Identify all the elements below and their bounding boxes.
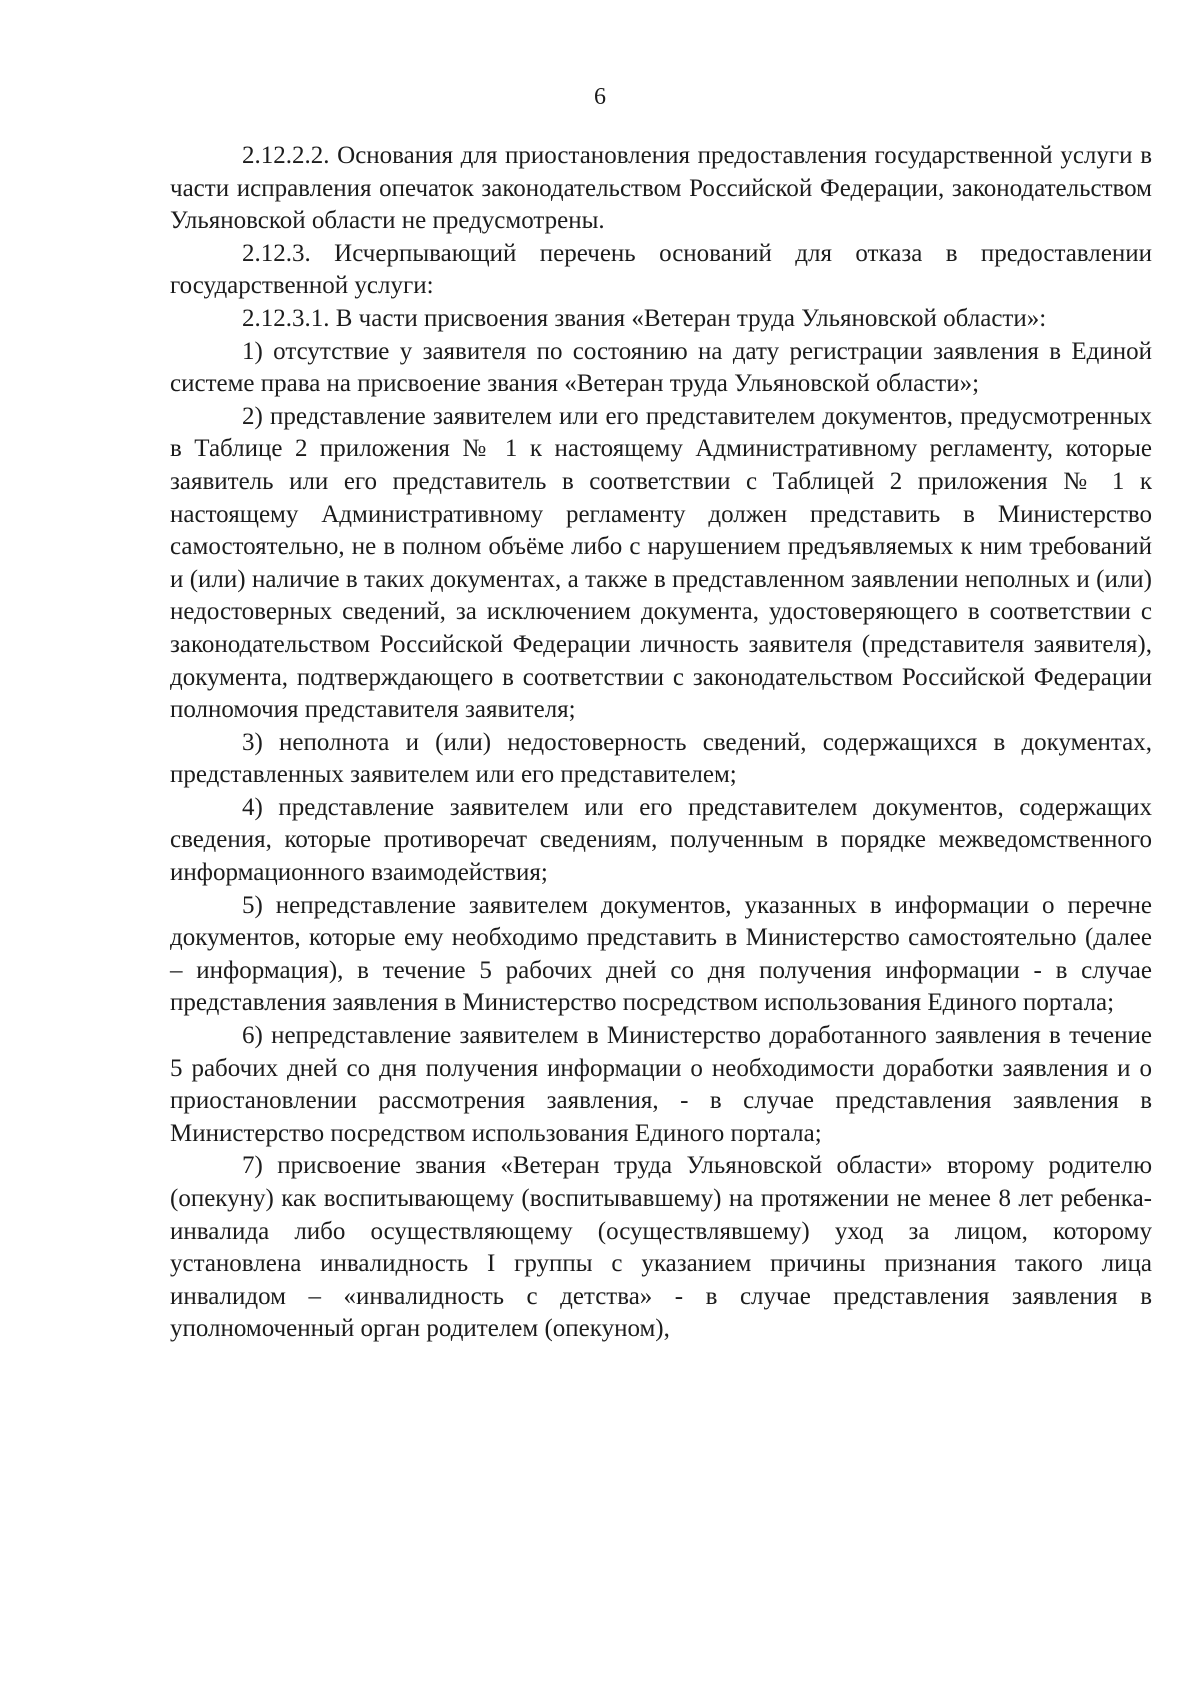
page-number: 6 xyxy=(594,84,606,110)
list-item-6: 6) непредставление заявителем в Министерство доработанного заявления в течение 5 рабочих дней со дня получения информации о необходимости доработки заявления и о приостановлении рассмотрения заявления, - в случае представления заявления в Министерство посредством использования Единого портала; xyxy=(170,1022,1152,1147)
list-item-2: 2) представление заявителем или его представителем документов, предусмотренных в Таблице 2 приложения № 1 к настоящему Административному регламенту, которые заявитель или его представитель в соответствии с Таблицей 2 приложения № 1 к настоящему Административному регламенту должен представить в Министерство самостоятельно, не в полном объёме либо с нарушением предъявляемых к ним требований и (или) наличие в таких документах, а также в представленном заявлении неполных и (или) недостоверных сведений, за исключением документа, удостоверяющего в соответствии с законодательством Российской Федерации личность заявителя (представителя заявителя), документа, подтверждающего в соответствии с законодательством Российской Федерации полномочия представителя заявителя; xyxy=(170,402,1152,724)
list-item-4: 4) представление заявителем или его представителем документов, содержащих сведения, которые противоречат сведениям, полученным в порядке межведомственного информационного взаимодействия; xyxy=(170,793,1152,887)
paragraph-2-12-3: 2.12.3. Исчерпывающий перечень оснований для отказа в предоставлении государственной услуги: xyxy=(170,239,1152,300)
document-body xyxy=(170,140,1152,1346)
list-item-1: 1) отсутствие у заявителя по состоянию на дату регистрации заявления в Единой системе права на присвоение звания «Ветеран труда Ульяновской области»; xyxy=(170,337,1152,398)
list-item-7: 7) присвоение звания «Ветеран труда Ульяновской области» второму родителю (опекуну) как воспитывающему (воспитывавшему) на протяжении не менее 8 лет ребенка-инвалида либо осуществляющему (осуществлявшему) уход за лицом, которому установлена инвалидность I группы с указанием причины признания такого лица инвалидом – «инвалидность с детства» - в случае представления заявления в уполномоченный орган родителем (опекуном), xyxy=(170,1152,1152,1343)
list-item-3: 3) неполнота и (или) недостоверность сведений, содержащихся в документах, представленных заявителем или его представителем; xyxy=(170,728,1152,789)
list-item-5: 5) непредставление заявителем документов, указанных в информации о перечне документов, которые ему необходимо представить в Министерство самостоятельно (далее – информация), в течение 5 рабочих дней со дня получения информации - в случае представления заявления в Министерство посредством использования Единого портала; xyxy=(170,891,1152,1017)
paragraph-2-12-3-1: 2.12.3.1. В части присвоения звания «Ветеран труда Ульяновской области»: xyxy=(242,304,1047,332)
paragraph-2-12-2-2: 2.12.2.2. Основания для приостановления предоставления государственной услуги в части исправления опечаток законодательством Российской Федерации, законодательством Ульяновской области не предусмотрены. xyxy=(170,142,1152,235)
